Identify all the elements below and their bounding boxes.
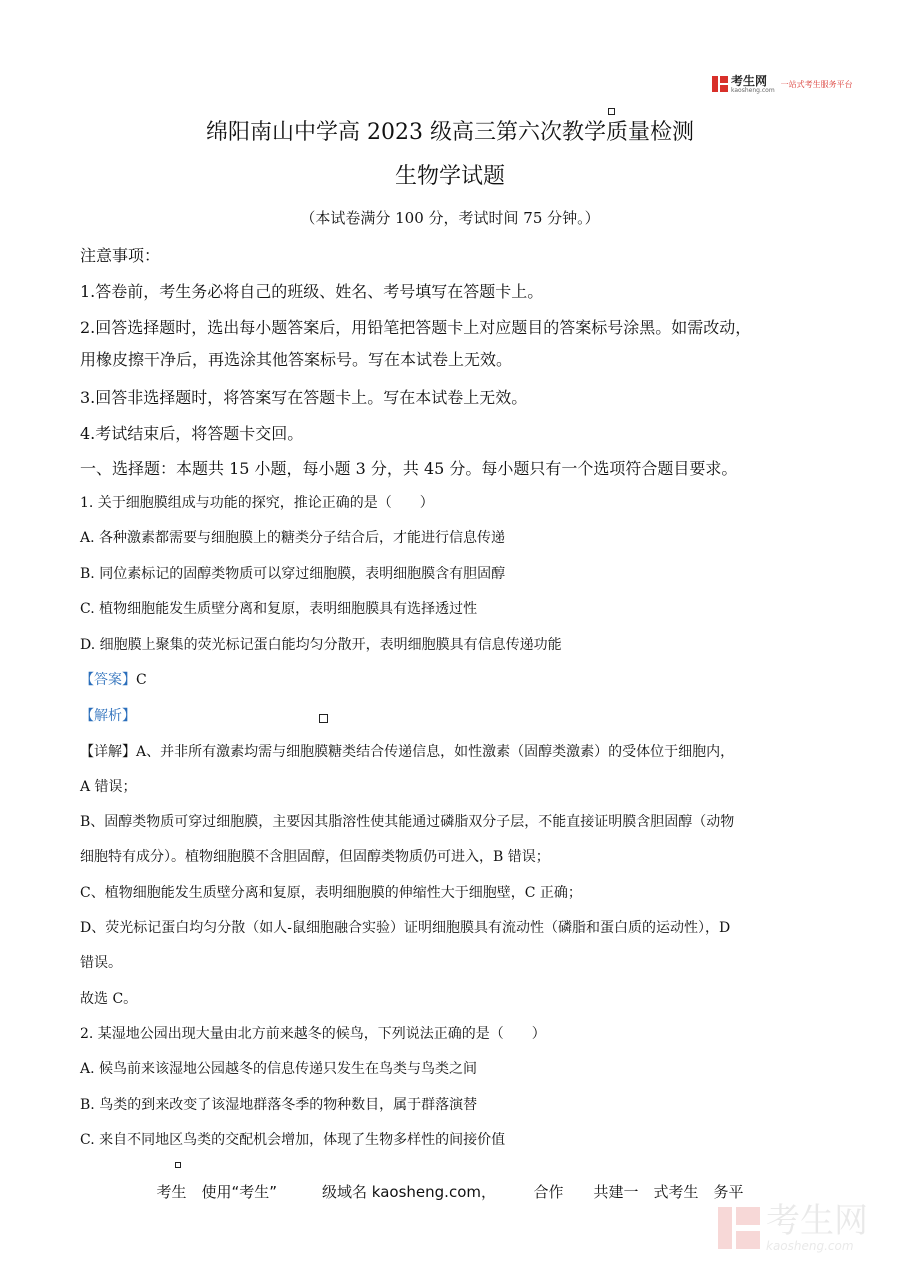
marker-square-icon [175,1162,181,1168]
detail-line: D、荧光标记蛋白均匀分散（如人-鼠细胞融合实验）证明细胞膜具有流动性（磷脂和蛋白质的运动性），D [80,920,731,936]
kaosheng-watermark-icon [718,1207,760,1249]
question-1-stem: 1. 关于细胞膜组成与功能的探究，推论正确的是（ ） [80,495,434,511]
notice-heading: 注意事项： [80,246,161,265]
watermark-text [766,1203,868,1253]
document-subtitle: 生物学试题 [394,164,505,189]
notice-item: 2.回答选择题时，选出每小题答案后，用铅笔把答题卡上对应题目的答案标号涂黑。如需改动， [80,318,752,337]
watermark-domain: kaosheng.com [766,1239,854,1253]
detail-line [80,741,734,761]
detail-label: 【详解】 [80,744,136,760]
question-1-option-a: A. 各种激素都需要与细胞膜上的糖类分子结合后，才能进行信息传递 [80,530,506,546]
marker-square-icon [608,108,615,115]
detail-line: B、固醇类物质可穿过细胞膜，主要因其脂溶性使其能通过磷脂双分子层，不能直接证明膜含胆固醇（动物 [80,814,735,830]
logo-name: 考生网 [731,73,768,88]
detail-text: A、并非所有激素均需与细胞膜糖类结合传递信息，如性激素（固醇类激素）的受体位于细胞内， [136,744,735,760]
logo-text [731,75,775,94]
question-2-stem: 2. 某湿地公园出现大量由北方前来越冬的候鸟，下列说法正确的是（ ） [80,1026,546,1042]
question-1-option-d: D. 细胞膜上聚集的荧光标记蛋白能均匀分散开，表明细胞膜具有信息传递功能 [80,637,562,653]
detail-line: 细胞特有成分）。植物细胞膜不含胆固醇，但固醇类物质仍可进入，B 错误； [80,849,550,865]
analysis-label: 【解析】 [80,708,136,724]
question-1-option-c: C. 植物细胞能发生质壁分离和复原，表明细胞膜具有选择透过性 [80,601,478,617]
notice-item: 用橡皮擦干净后，再选涂其他答案标号。写在本试卷上无效。 [80,350,513,369]
question-2-option-b: B. 鸟类的到来改变了该湿地群落冬季的物种数目，属于群落演替 [80,1097,478,1113]
section-heading: 一、选择题：本题共 15 小题，每小题 3 分，共 45 分。每小题只有一个选项符合题目要求。 [80,459,738,478]
notice-item: 4.考试结束后，将答题卡交回。 [80,424,304,443]
watermark-name: 考生网 [766,1201,868,1241]
notice-item: 1.答卷前，考生务必将自己的班级、姓名、考号填写在答题卡上。 [80,282,544,301]
kaosheng-logo-icon [712,76,728,92]
question-2-option-c: C. 来自不同地区鸟类的交配机会增加，体现了生物多样性的间接价值 [80,1132,506,1148]
logo-domain: kaosheng.com [731,86,775,94]
logo-slogan: 一站式考生服务平台 [780,79,853,89]
answer-line [80,669,147,689]
watermark [718,1203,868,1253]
header-logo[interactable] [712,72,853,96]
detail-line: 故选 C。 [80,991,138,1007]
question-2-option-a: A. 候鸟前来该湿地公园越冬的信息传递只发生在鸟类与鸟类之间 [80,1061,478,1077]
detail-line: 错误。 [80,955,122,971]
marker-square-icon [319,714,328,723]
detail-line: C、植物细胞能发生质壁分离和复原，表明细胞膜的伸缩性大于细胞壁，C 正确； [80,885,582,901]
question-1-option-b: B. 同位素标记的固醇类物质可以穿过细胞膜，表明细胞膜含有胆固醇 [80,566,506,582]
detail-line: A 错误； [80,779,137,795]
footer-text: 考生 使用“考生” 级域名 kaosheng.com， 合作 共建一 式考生 务平 [156,1183,744,1201]
answer-value: C [136,672,147,688]
exam-info: （本试卷满分 100 分，考试时间 75 分钟。） [300,209,600,227]
document-title: 绵阳南山中学高 2023 级高三第六次教学质量检测 [206,120,694,145]
notice-item: 3.回答非选择题时，将答案写在答题卡上。写在本试卷上无效。 [80,388,528,407]
answer-label: 【答案】 [80,672,136,688]
